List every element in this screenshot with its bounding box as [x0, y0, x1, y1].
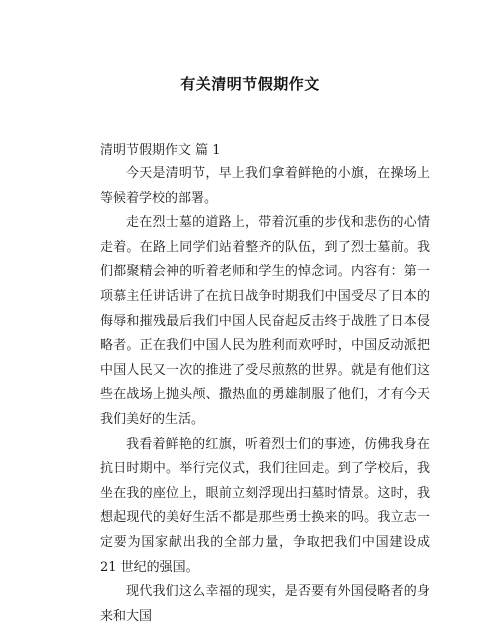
paragraph-1: 今天是清明节，早上我们拿着鲜艳的小旗，在操场上等候着学校的部署。	[100, 166, 430, 206]
paragraph-3: 我看着鲜艳的红旗，听着烈士们的事迹，仿佛我身在抗日时期中。举行完仪式，我们往回走。到了学校后，我坐在我的座位上，眼前立刻浮现出扫墓时情景。这时，我想起现代的美好生活不都是那些勇士换来的吗。我立志一定要为国家献出我的全部力量，争取把我们中国建设成 21 世纪的强国。	[100, 436, 430, 575]
document-body	[100, 162, 430, 629]
paragraph-4: 现代我们这么幸福的现实，是否要有外国侵略者的身来和大国	[100, 584, 430, 624]
section-heading: 清明节假期作文 篇 1	[100, 143, 221, 158]
paragraph-2: 走在烈士墓的道路上，带着沉重的步伐和悲伤的心情走着。在路上同学们站着整齐的队伍，到了烈士墓前。我们都聚精会神的听着老师和学生的悼念词。内容有：第一项慕主任讲话讲了在抗日战争时期我们中国受尽了日本的侮辱和摧残最后我们中国人民奋起反击终于战胜了日本侵略者。正在我们中国人民为胜利而欢呼时，中国反动派把中国人民又一次的推进了受尽煎熬的世界。就是有他们这些在战场上抛头颅、撒热血的勇雄制服了他们，才有今天我们美好的生活。	[100, 215, 430, 427]
document-title: 有关清明节假期作文	[180, 75, 320, 93]
